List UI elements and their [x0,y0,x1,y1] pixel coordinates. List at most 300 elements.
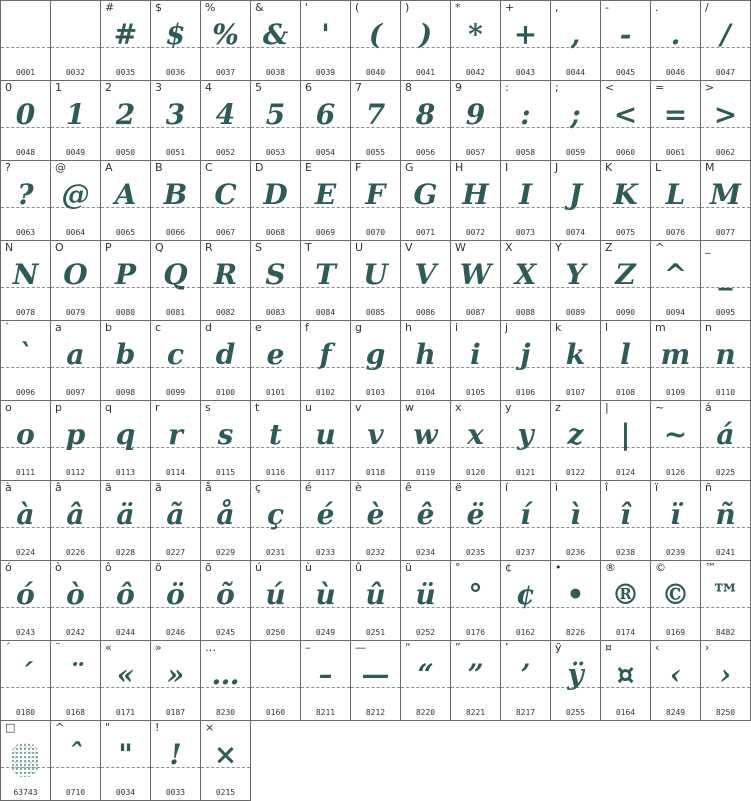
glyph-preview: P [114,258,137,291]
glyph-code-label: 0234 [415,548,436,557]
glyph-code-label: 0174 [615,628,636,637]
glyph-cell [251,321,301,401]
glyph-preview: ñ [715,498,736,531]
glyph-preview: z [567,418,584,451]
glyph-code-label: 0048 [15,148,36,157]
glyph-cell-character-label: m [655,321,666,334]
glyph-cell [551,161,601,241]
glyph-cell-character-label: ^ [655,241,665,254]
glyph-cell-character-label: b [105,321,112,334]
glyph-cell [151,161,201,241]
glyph-preview: / [720,18,731,51]
glyph-code-label: 0243 [15,628,36,637]
glyph-code-label: 0111 [15,468,36,477]
glyph-preview: ' [321,18,330,51]
glyph-cell-character-label: p [55,401,62,414]
glyph-code-label: 63743 [13,788,38,797]
glyph-cell [1,481,51,561]
glyph-cell [201,481,251,561]
glyph-cell [401,1,451,81]
glyph-code-label: 0098 [115,388,136,397]
glyph-code-label: 0085 [365,308,386,317]
glyph-preview: ` [18,338,33,371]
glyph-cell [651,241,701,321]
glyph-preview: # [113,18,138,51]
glyph-cell-character-label: … [205,641,216,654]
glyph-cell [101,481,151,561]
glyph-preview: © [661,578,690,611]
glyph-cell [301,1,351,81]
glyph-code-label: 0059 [565,148,586,157]
glyph-cell [101,81,151,161]
glyph-code-label: 0237 [515,548,536,557]
glyph-code-label: 0120 [465,468,486,477]
glyph-cell [351,561,401,641]
glyph-cell [51,721,101,801]
glyph-cell [451,241,501,321]
glyph-cell-character-label: @ [55,161,66,174]
glyph-cell [451,561,501,641]
glyph-code-label: 0113 [115,468,136,477]
glyph-cell [201,401,251,481]
glyph-cell [451,481,501,561]
glyph-code-label: 0233 [315,548,336,557]
glyph-code-label: 0160 [265,708,286,717]
glyph-preview: ™ [711,578,740,611]
glyph-code-label: 0044 [565,68,586,77]
glyph-cell [151,81,201,161]
glyph-cell-character-label: » [155,641,162,654]
glyph-cell [701,641,751,721]
glyph-code-label: 8482 [715,628,736,637]
glyph-cell-character-label: W [455,241,466,254]
glyph-cell-character-label: 9 [455,81,462,94]
glyph-cell-character-label: ó [5,561,12,574]
glyph-code-label: 0104 [415,388,436,397]
glyph-cell [501,81,551,161]
glyph-cell-character-label: % [205,1,216,14]
glyph-cell-character-label: d [205,321,212,334]
glyph-code-label: 0116 [265,468,286,477]
glyph-cell-character-label: I [505,161,509,174]
glyph-cell-character-label: $ [155,1,162,14]
glyph-cell [101,161,151,241]
glyph-cell-character-label: S [255,241,262,254]
glyph-code-label: 0121 [515,468,536,477]
glyph-cell-character-label: + [505,1,515,14]
glyph-preview: 6 [315,98,336,131]
glyph-cell [1,561,51,641]
glyph-cell [451,161,501,241]
glyph-cell [51,481,101,561]
glyph-preview: b [115,338,136,371]
glyph-cell-character-label: a [55,321,62,334]
glyph-cell [451,641,501,721]
glyph-code-label: 0226 [65,548,86,557]
glyph-cell-character-label: å [205,481,212,494]
glyph-preview [1,13,50,57]
glyph-cell [701,241,751,321]
glyph-code-label: 0246 [165,628,186,637]
glyph-code-label: 0176 [465,628,486,637]
glyph-preview [1,733,50,777]
glyph-code-label: 0033 [165,788,186,797]
glyph-code-label: 0050 [115,148,136,157]
glyph-code-label: 8221 [465,708,486,717]
glyph-cell [401,321,451,401]
glyph-code-label: 0229 [215,548,236,557]
glyph-code-label: 0117 [315,468,336,477]
glyph-cell [201,241,251,321]
glyph-preview [251,653,300,697]
glyph-code-label: 0069 [315,228,336,237]
glyph-preview: e [266,338,285,371]
glyph-cell [151,1,201,81]
glyph-cell-character-label: j [505,321,509,334]
glyph-preview: S [265,258,286,291]
glyph-code-label: 0083 [265,308,286,317]
glyph-code-label: 0224 [15,548,36,557]
glyph-code-label: 0251 [365,628,386,637]
glyph-preview: + [513,18,538,51]
glyph-code-label: 0077 [715,228,736,237]
glyph-cell [601,321,651,401]
glyph-preview: Q [163,258,188,291]
glyph-code-label: 0103 [365,388,386,397]
glyph-cell-character-label: ? [5,161,11,174]
glyph-code-label: 8211 [315,708,336,717]
glyph-code-label: 0168 [65,708,86,717]
glyph-cell [601,481,651,561]
glyph-cell-character-label: á [705,401,712,414]
glyph-cell [401,641,451,721]
glyph-cell-character-label: = [655,81,665,94]
glyph-cell-character-label: : [505,81,509,94]
glyph-code-label: 0122 [565,468,586,477]
glyph-cell [401,561,451,641]
glyph-preview: j [520,338,531,371]
glyph-code-label: 0094 [665,308,686,317]
glyph-cell-character-label: — [355,641,366,654]
glyph-cell [351,641,401,721]
glyph-preview: ç [266,498,285,531]
glyph-cell [501,161,551,241]
glyph-code-label: 0252 [415,628,436,637]
glyph-preview: s [217,418,234,451]
glyph-cell [151,561,201,641]
glyph-preview: î [620,498,631,531]
glyph-cell-character-label: × [205,721,215,734]
glyph-cell [401,241,451,321]
glyph-cell [551,561,601,641]
glyph-cell-character-label: n [705,321,712,334]
glyph-cell-character-label: Z [605,241,613,254]
glyph-code-label: 8217 [515,708,536,717]
glyph-cell [651,321,701,401]
glyph-cell [551,1,601,81]
glyph-preview: ì [570,498,581,531]
glyph-cell-character-label: 4 [205,81,212,94]
glyph-code-label: 0114 [165,468,186,477]
glyph-preview: f [319,338,332,371]
glyph-code-label: 0036 [165,68,186,77]
glyph-code-label: 0079 [65,308,86,317]
glyph-cell-character-label: í [505,481,509,494]
glyph-code-label: 8230 [215,708,236,717]
glyph-cell [501,321,551,401]
glyph-cell-character-label: * [455,1,461,14]
glyph-cell [101,321,151,401]
glyph-preview: — [361,658,390,691]
glyph-cell-character-label: ~ [655,401,665,414]
glyph-code-label: 8226 [565,628,586,637]
glyph-preview: I [518,178,533,211]
glyph-preview: » [166,658,185,691]
glyph-cell [701,321,751,401]
glyph-cell [651,481,701,561]
glyph-preview: G [413,178,438,211]
glyph-preview: L [665,178,686,211]
glyph-cell-character-label: R [205,241,213,254]
glyph-cell-character-label: t [255,401,260,414]
glyph-preview: k [565,338,586,371]
glyph-cell-character-label: E [305,161,312,174]
glyph-preview: ë [466,498,485,531]
glyph-cell-character-label: é [305,481,312,494]
glyph-code-label: 0068 [265,228,286,237]
glyph-cell-character-label: ê [405,481,412,494]
glyph-code-label: 0037 [215,68,236,77]
glyph-cell [201,81,251,161]
glyph-cell [551,241,601,321]
glyph-cell-character-label: " [105,721,111,734]
glyph-cell [151,481,201,561]
glyph-cell-character-label: k [555,321,562,334]
glyph-cell-character-label: ' [305,1,309,14]
glyph-cell-character-label: h [405,321,412,334]
glyph-cell-character-label: o [5,401,12,414]
glyph-code-label: 0228 [115,548,136,557]
glyph-preview: O [63,258,88,291]
glyph-preview: › [719,658,732,691]
glyph-cell-character-label: D [255,161,264,174]
glyph-preview: E [314,178,337,211]
glyph-cell-character-label: # [105,1,115,14]
glyph-cell-character-label: M [705,161,715,174]
glyph-cell [51,641,101,721]
glyph-preview: B [163,178,188,211]
glyph-cell-character-label: w [405,401,414,414]
glyph-preview: o [16,418,35,451]
glyph-cell [701,81,751,161]
glyph-preview: ´ [18,658,33,691]
glyph-preview: û [365,578,386,611]
glyph-cell-character-label: , [555,1,559,14]
glyph-preview: " [118,738,133,771]
glyph-preview: W [459,258,492,291]
glyph-cell [351,401,401,481]
glyph-cell-character-label: l [605,321,609,334]
glyph-code-label: 0067 [215,228,236,237]
glyph-preview: à [16,498,35,531]
glyph-preview: - [619,18,632,51]
glyph-preview: ° [468,578,483,611]
glyph-preview: ú [265,578,286,611]
glyph-preview: ‹ [669,658,682,691]
glyph-cell-character-label: û [355,561,362,574]
glyph-cell [501,241,551,321]
glyph-preview: å [216,498,235,531]
glyph-preview: A [114,178,137,211]
glyph-cell-character-label: 1 [55,81,62,94]
glyph-preview: $ [165,18,186,51]
glyph-cell [351,161,401,241]
glyph-cell [301,561,351,641]
glyph-preview: á [716,418,735,451]
glyph-code-label: 0074 [565,228,586,237]
glyph-cell-character-label: / [705,1,709,14]
glyph-preview: X [514,258,537,291]
glyph-preview: ! [169,738,182,771]
glyph-code-label: 0249 [315,628,336,637]
glyph-preview: 3 [165,98,186,131]
glyph-code-label: 0124 [615,468,636,477]
glyph-cell-character-label: ú [255,561,262,574]
glyph-code-label: 0106 [515,388,536,397]
glyph-preview: õ [216,578,235,611]
glyph-cell [1,321,51,401]
glyph-cell-character-label: ™ [705,561,716,574]
glyph-preview: l [620,338,631,371]
glyph-cell-character-label: – [305,641,311,654]
glyph-cell [351,241,401,321]
glyph-cell [651,1,701,81]
glyph-preview: = [663,98,688,131]
glyph-code-label: 0034 [115,788,136,797]
glyph-code-label: 0032 [65,68,86,77]
glyph-cell-character-label: ÿ [555,641,562,654]
glyph-cell-character-label: è [355,481,362,494]
glyph-preview: ; [570,98,581,131]
glyph-cell [101,1,151,81]
glyph-preview: * [468,18,483,51]
glyph-code-label: 0055 [365,148,386,157]
glyph-cell-character-label: ù [305,561,312,574]
glyph-cell [1,1,51,81]
glyph-code-label: 0112 [65,468,86,477]
glyph-cell-character-label: N [5,241,14,254]
glyph-preview: ¨ [68,658,83,691]
glyph-code-label: 0062 [715,148,736,157]
glyph-cell [151,321,201,401]
glyph-code-label: 0054 [315,148,336,157]
glyph-cell [601,561,651,641]
glyph-cell [251,1,301,81]
glyph-preview: g [365,338,386,371]
glyph-preview: : [520,98,531,131]
glyph-cell-character-label: < [605,81,615,94]
glyph-cell [1,641,51,721]
glyph-preview: V [414,258,437,291]
glyph-code-label: 0244 [115,628,136,637]
glyph-cell-character-label: J [555,161,559,174]
glyph-cell-character-label: ü [405,561,412,574]
glyph-code-label: 0232 [365,548,386,557]
glyph-cell-character-label: ‹ [655,641,660,654]
glyph-code-label: 0039 [315,68,336,77]
glyph-preview: 8 [415,98,436,131]
glyph-cell-character-label: s [205,401,211,414]
glyph-preview: ï [670,498,681,531]
glyph-cell [101,721,151,801]
glyph-code-label: 0052 [215,148,236,157]
glyph-cell [201,641,251,721]
glyph-code-label: 0100 [215,388,236,397]
glyph-cell [101,241,151,321]
glyph-code-label: 0040 [365,68,386,77]
glyph-code-label: 0095 [715,308,736,317]
glyph-code-label: 0105 [465,388,486,397]
glyph-preview: u [315,418,336,451]
glyph-preview: ˆ [68,738,83,771]
glyph-cell-character-label: f [305,321,309,334]
glyph-code-label: 0231 [265,548,286,557]
glyph-code-label: 0072 [465,228,486,237]
glyph-cell [301,401,351,481]
glyph-cell-character-label: 3 [155,81,162,94]
glyph-cell [201,1,251,81]
glyph-preview: ê [416,498,435,531]
glyph-cell [251,81,301,161]
glyph-code-label: 0250 [265,628,286,637]
glyph-preview: ô [116,578,135,611]
glyph-cell [501,561,551,641]
glyph-preview: _ [718,258,733,291]
glyph-cell [701,161,751,241]
glyph-cell [601,161,651,241]
glyph-cell-character-label: q [105,401,112,414]
glyph-cell [301,161,351,241]
glyph-preview: H [462,178,489,211]
glyph-preview: ’ [520,658,531,691]
glyph-preview: K [613,178,638,211]
glyph-cell-character-label: T [305,241,312,254]
glyph-cell-character-label: i [455,321,459,334]
glyph-preview: 0 [15,98,36,131]
glyph-code-label: 0001 [15,68,36,77]
glyph-cell-character-label: î [605,481,609,494]
glyph-code-label: 0101 [265,388,286,397]
glyph-cell-character-label: e [255,321,262,334]
glyph-preview: ” [467,658,484,691]
glyph-code-label: 8250 [715,708,736,717]
glyph-code-label: 0056 [415,148,436,157]
glyph-cell [351,321,401,401]
glyph-preview: q [115,418,136,451]
glyph-cell-character-label: ; [555,81,559,94]
glyph-code-label: 0171 [115,708,136,717]
glyph-cell-character-label: Q [155,241,164,254]
glyph-cell-character-label: g [355,321,362,334]
glyph-cell-character-label: ¨ [55,641,61,654]
glyph-code-label: 0082 [215,308,236,317]
glyph-code-label: 0041 [415,68,436,77]
glyph-cell [601,1,651,81]
glyph-code-label: 0051 [165,148,186,157]
glyph-code-label: 0071 [415,228,436,237]
glyph-cell [401,401,451,481]
glyph-code-label: 0118 [365,468,386,477]
